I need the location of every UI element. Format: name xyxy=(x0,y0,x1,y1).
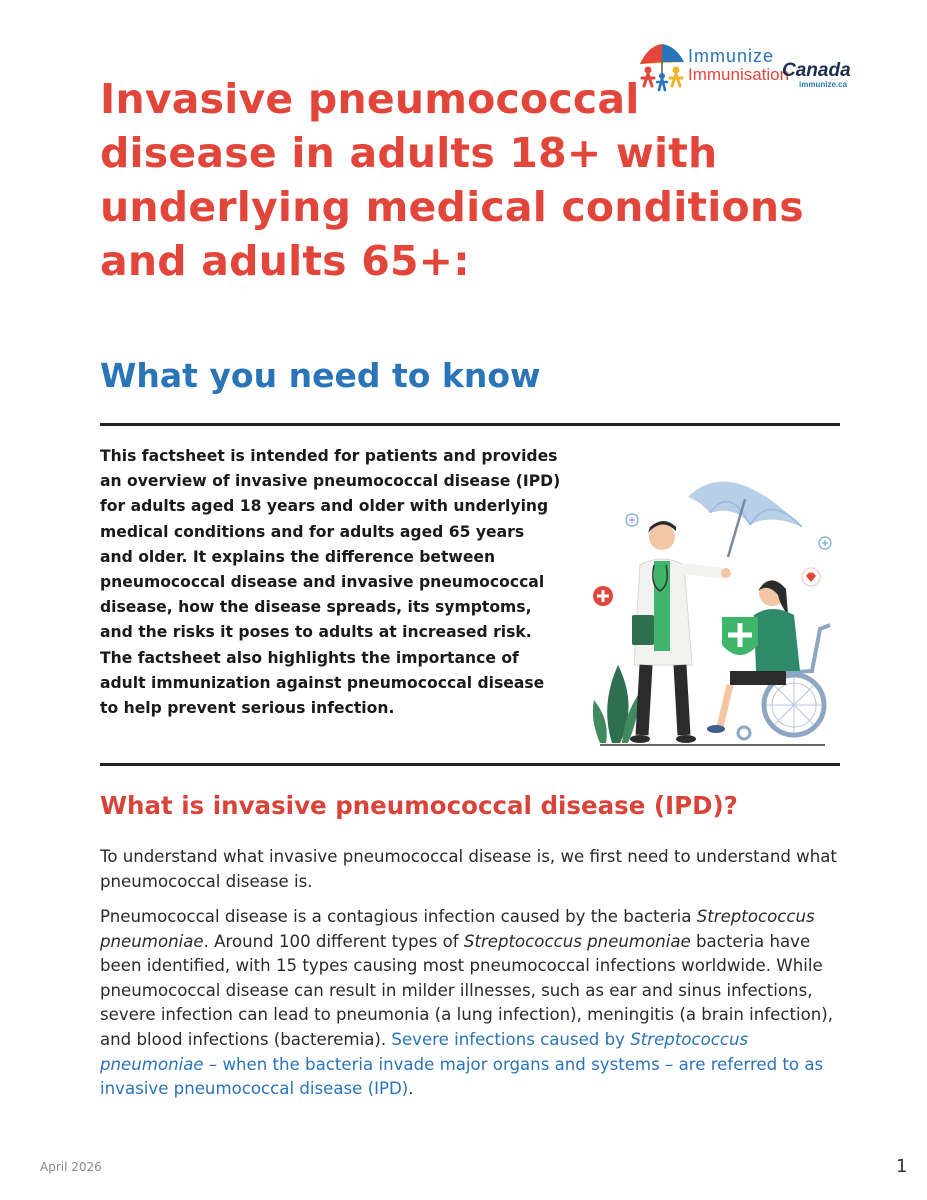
logo-text-immunisation: Immunisation xyxy=(688,65,790,84)
section-heading-what-is-ipd: What is invasive pneumococcal disease (IPD)? xyxy=(100,791,738,820)
footer-date: April 2026 xyxy=(40,1160,102,1174)
paragraph-definition xyxy=(100,905,845,1102)
doctor-patient-illustration xyxy=(580,465,840,755)
page-title: Invasive pneumococcal disease in adults 18+ with underlying medical conditions and adults 65+: xyxy=(100,75,804,285)
logo-text-immunize: Immunize xyxy=(688,46,775,66)
section-divider xyxy=(100,763,840,766)
p2-species-2: Streptococcus pneumoniae xyxy=(463,931,691,951)
logo-url: immunize.ca xyxy=(799,80,848,89)
p2-text-end: . xyxy=(408,1079,414,1099)
logo-text-canada: Canada xyxy=(782,60,851,81)
page-number: 1 xyxy=(896,1156,908,1177)
p2-text-c: . Around 100 different types of xyxy=(203,931,464,951)
doctor-umbrella-wheelchair-illustration xyxy=(580,465,840,755)
paragraph-intro-question: To understand what invasive pneumococcal disease is, we first need to understand what pneumococcal disease is. xyxy=(100,847,837,891)
page-subtitle: What you need to know xyxy=(100,356,541,395)
p2-text-e: bacteria have been identified, with 15 types causing most pneumococcal infections worldwide. While pneumococcal disease can result in milder illnesses, such as ear and sinus infections, severe infection can lead to pneumonia (a lung infection), meningitis (a brain infection), and blood infections (bacteremia). xyxy=(100,931,834,1049)
intro-summary: This factsheet is intended for patients and provides an overview of invasive pneumococcal disease (IPD) for adults aged 18 years and older with underlying medical conditions and for adults aged 65 years and older. It explains the difference between pneumococcal disease and invasive pneumococcal disease, how the disease spreads, its symptoms, and the risks it poses to adults at increased risk. The factsheet also highlights the importance of adult immunization against pneumococcal disease to help prevent serious infection. xyxy=(100,447,561,718)
p2-highlight-h: – when the bacteria invade major organs and systems – are referred to as invasive pneumococcal disease (IPD) xyxy=(100,1054,824,1099)
p2-species-1: Streptococcus pneumoniae xyxy=(100,907,815,951)
p2-text-a: Pneumococcal disease is a contagious infection caused by the bacteria xyxy=(100,907,697,926)
top-divider xyxy=(100,423,840,426)
p2-highlight-species: Streptococcus pneumoniae xyxy=(100,1029,749,1074)
p2-highlight-f: Severe infections caused by xyxy=(391,1029,631,1049)
